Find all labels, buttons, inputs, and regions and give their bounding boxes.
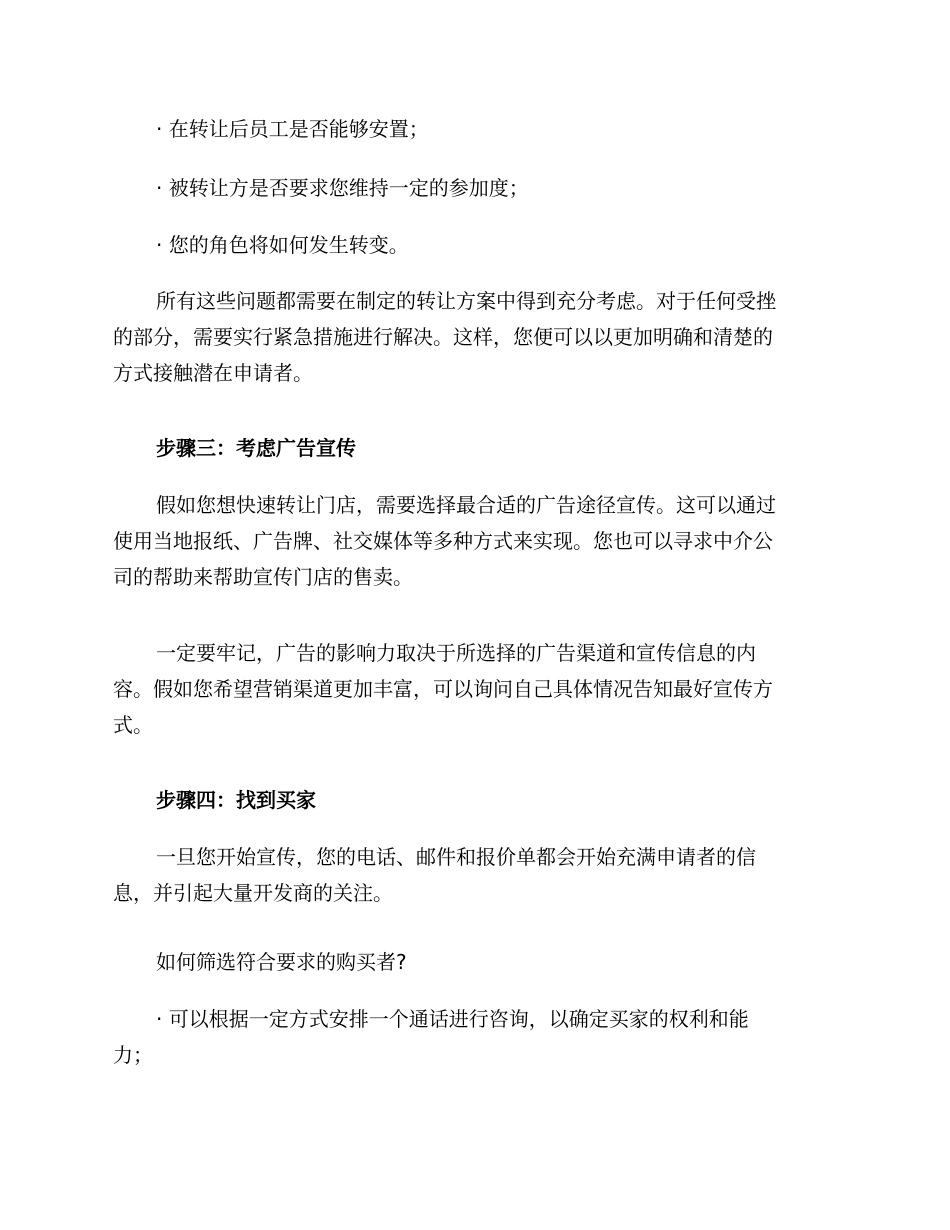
paragraph-advertising-channels (113, 487, 833, 595)
text-line: 式。 (113, 713, 153, 737)
text-line: · 被转让方是否要求您维持一定的参加度； (156, 176, 529, 200)
bullet-item-consultation-call (113, 1001, 833, 1073)
text-line: · 可以根据一定方式安排一个通话进行咨询，以确定买家的权利和能 (156, 1007, 749, 1031)
text-line: 息，并引起大量开发商的关注。 (113, 881, 393, 905)
text-line: 假如您想快速转让门店，需要选择最合适的广告途径宣传。这可以通过 (156, 493, 776, 517)
bullet-item-employee-placement (113, 111, 833, 147)
text-line: · 您的角色将如何发生转变。 (156, 233, 409, 257)
text-line: 所有这些问题都需要在制定的转让方案中得到充分考虑。对于任何受挫 (156, 289, 776, 313)
paragraph-advertising-impact (113, 635, 833, 743)
bullet-item-participation (113, 170, 833, 206)
text-line: 使用当地报纸、广告牌、社交媒体等多种方式来实现。您也可以寻求中介公 (113, 529, 773, 553)
text-line: · 在转让后员工是否能够安置； (156, 117, 429, 141)
bullet-item-role-change (113, 227, 833, 263)
text-line: 一旦您开始宣传，您的电话、邮件和报价单都会开始充满申请者的信 (156, 845, 756, 869)
section-heading-step-four (113, 782, 833, 818)
text-line: 司的帮助来帮助宣传门店的售卖。 (113, 565, 413, 589)
paragraph-start-promotion (113, 839, 833, 911)
heading-text: 步骤四：找到买家 (156, 788, 316, 812)
paragraph-screen-buyers (113, 944, 833, 980)
text-line: 方式接触潜在申请者。 (113, 361, 313, 385)
text-line: 力； (113, 1043, 153, 1067)
text-line: 如何筛选符合要求的购买者? (156, 950, 407, 974)
section-heading-step-three (113, 430, 833, 466)
text-line: 一定要牢记，广告的影响力取决于所选择的广告渠道和宣传信息的内 (156, 641, 756, 665)
paragraph-transfer-plan (113, 283, 833, 391)
text-line: 容。假如您希望营销渠道更加丰富，可以询问自己具体情况告知最好宣传方 (113, 677, 773, 701)
heading-text: 步骤三：考虑广告宣传 (156, 436, 356, 460)
text-line: 的部分，需要实行紧急措施进行解决。这样，您便可以以更加明确和清楚的 (113, 325, 773, 349)
